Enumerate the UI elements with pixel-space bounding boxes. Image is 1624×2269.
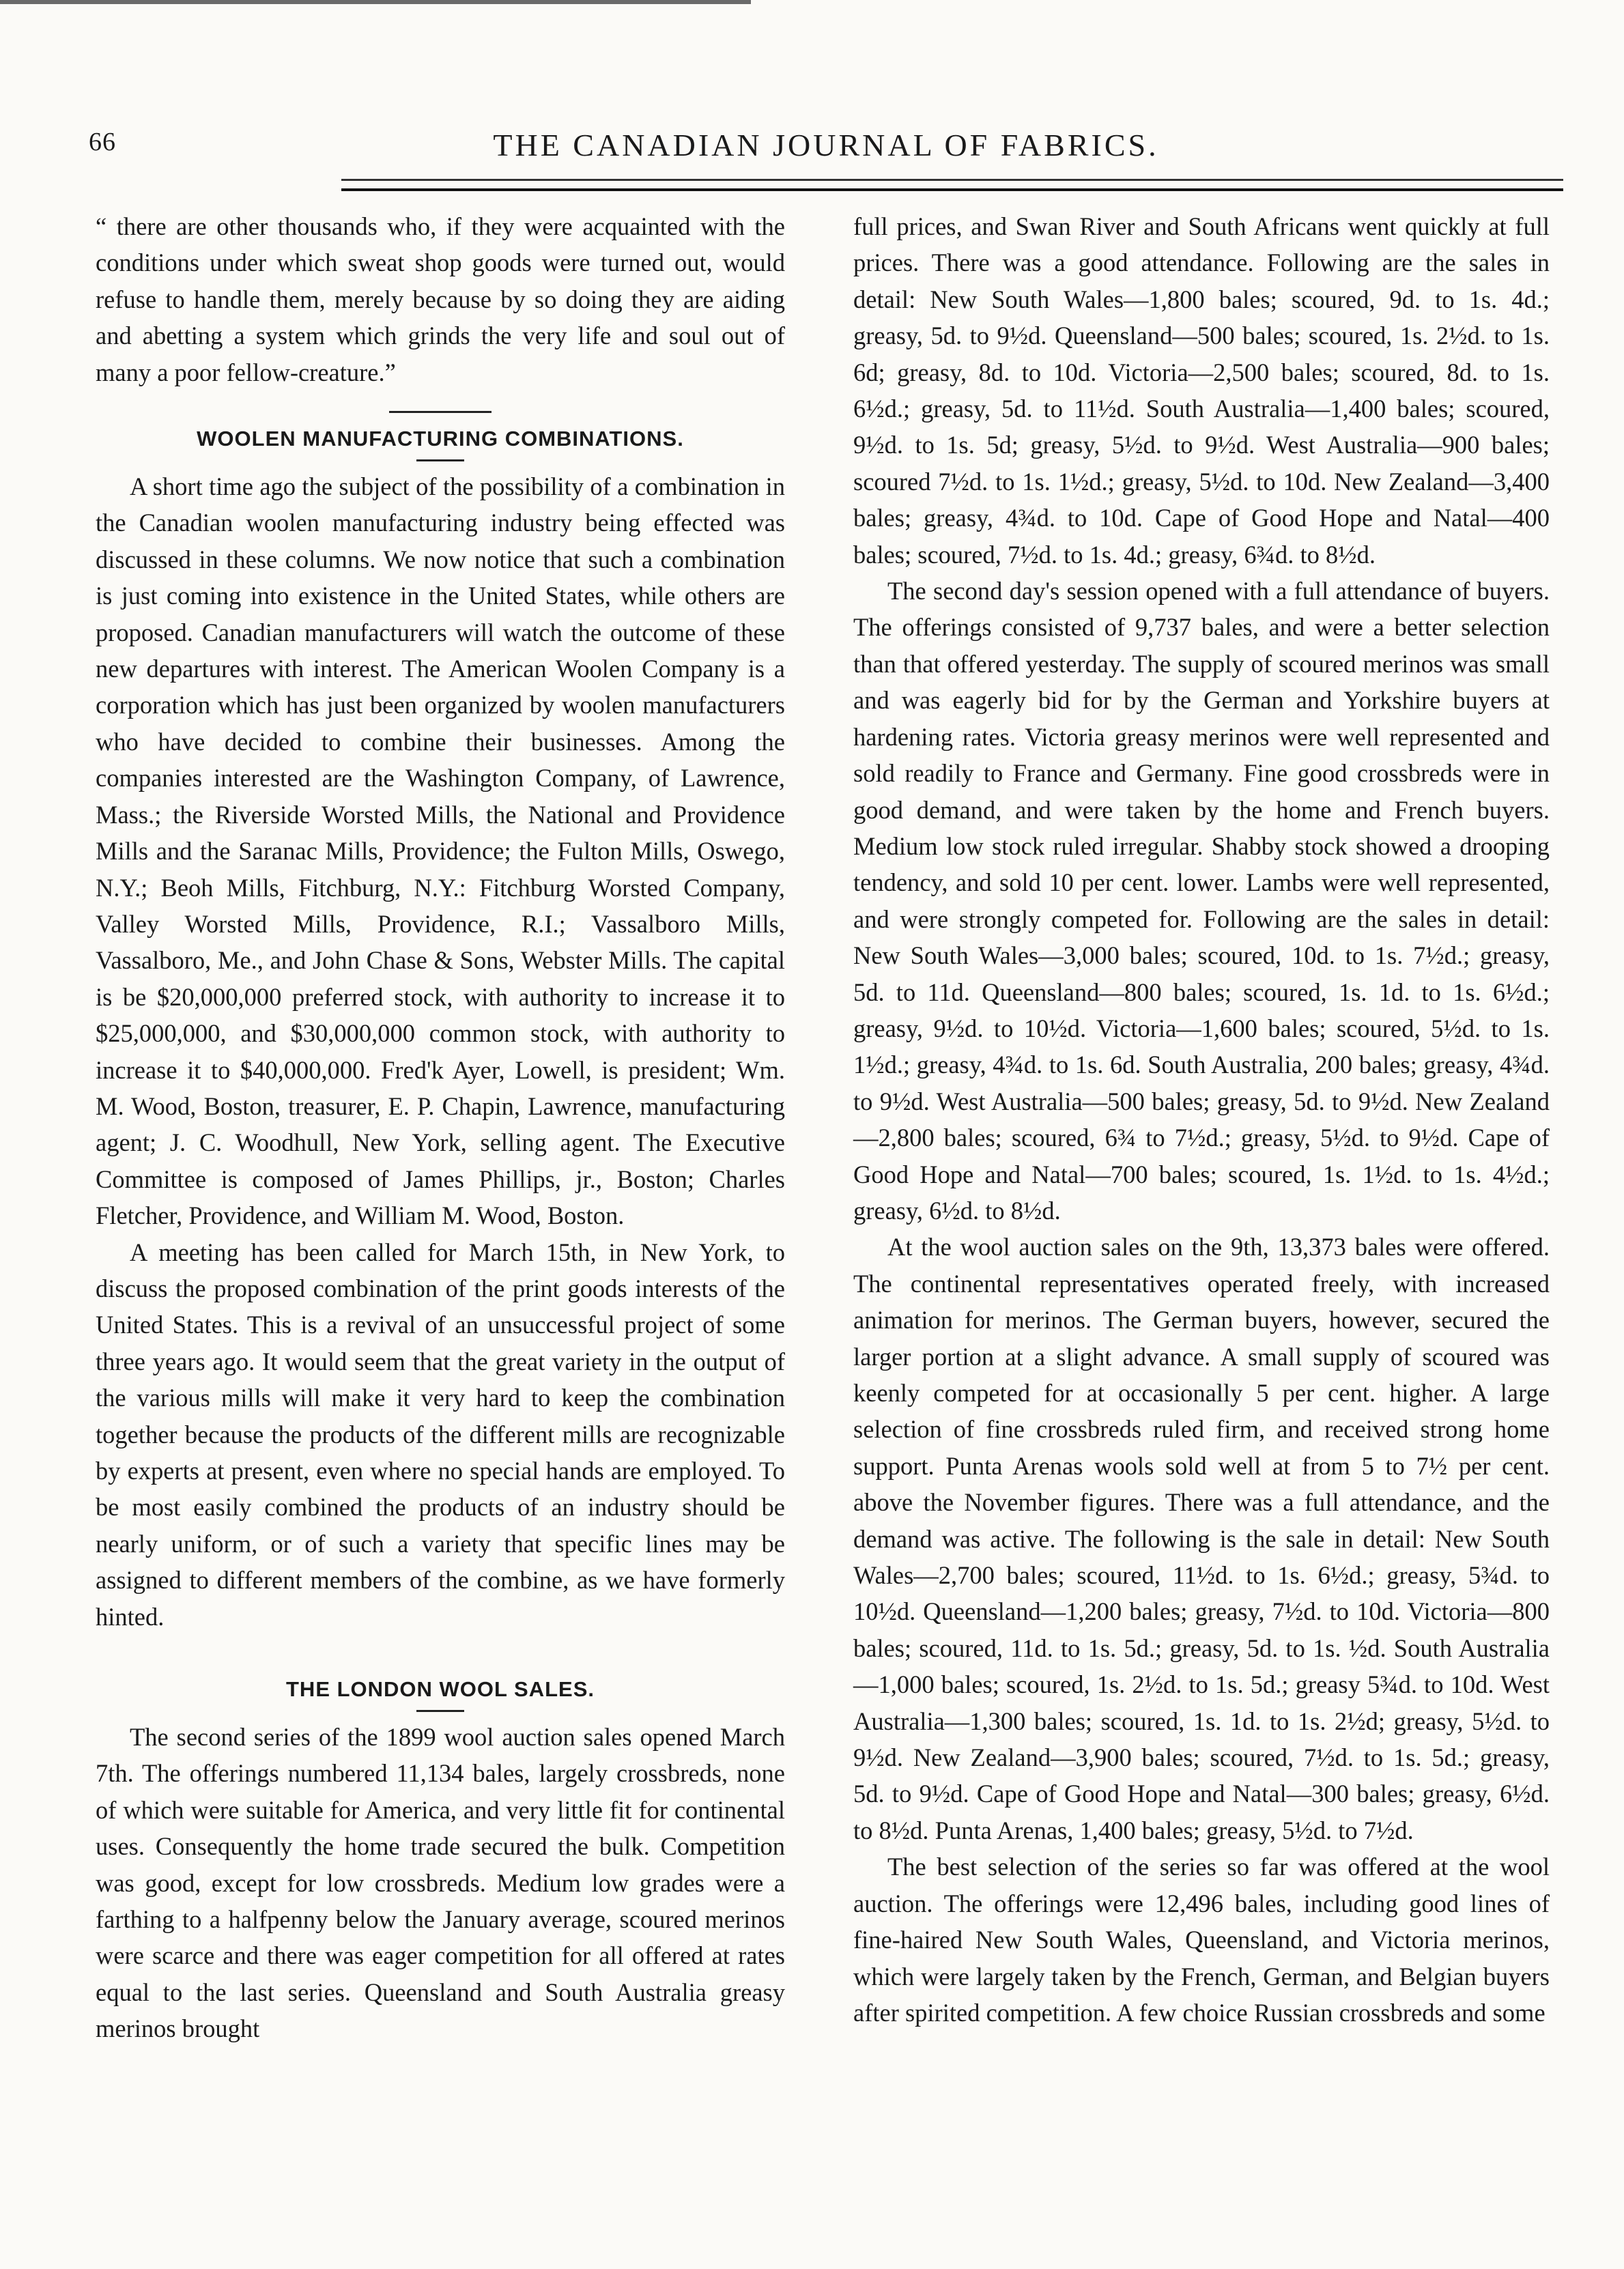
best-selection-paragraph: The best selection of the series so far was offered at the wool auction. The offerings were 12,496 bales, including good lines of fine-haired New South Wales, Queensland, and Victoria merinos, which were largely taken by the French, German, and Belgian buyers after spirited competition. A few choice Russian crossbreds and some [853,1853,1550,2027]
page-number: 66 [89,128,116,156]
london-paragraph-1: The second series of the 1899 wool auction sales opened March 7th. The offerings numbered 11,134 bales, largely crossbreds, none of which were suitable for America, and very little fit for continental uses. Consequently the home trade secured the bulk. Competition was good, except for low crossbreds. Medium low grades were a farthing to a halfpenny below the January average, scoured merinos were scarce and there was eager competition for all offered at rates equal to the last series. Queensland and South Australia greasy merinos brought [96,1723,785,2043]
scan-edge-mark [0,0,751,4]
woolen-combinations-heading: WOOLEN MANUFACTURING COMBINATIONS. [197,427,684,451]
left-column [96,208,785,2047]
second-day-paragraph: The second day's session opened with a full attendance of buyers. The offerings consisted of 9,737 bales, and were a better selection than that offered yesterday. The supply of scoured merinos was small and was eagerly bid for by the German and Yorkshire buyers at hardening rates. Victoria greasy merinos were well represented and sold readily to France and Germany. Fine good crossbreds were in good demand, and were taken by the home and French buyers. Medium low stock ruled irregular. Shabby stock showed a drooping tendency, and sold 10 per cent. lower. Lambs were well represented, and were strongly competed for. Following are the sales in detail: New South Wales—3,000 bales; scoured, 10d. to 1s. 7½d.; greasy, 5d. to 11d. Queensland—800 bales; scoured, 1s. 1d. to 1s. 6½d.; greasy, 9½d. to 10½d. Victoria—1,600 bales; scoured, 5½d. to 1s. 1½d.; greasy, 4¾d. to 1s. 6d. South Australia, 200 bales; greasy, 4¾d. to 9½d. West Australia—500 bales; greasy, 5d. to 9½d. New Zealand—2,800 bales; scoured, 6¾ to 7½d.; greasy, 5½d. to 9½d. Cape of Good Hope and Natal—700 bales; scoured, 1s. 1½d. to 1s. 4½d.; greasy, 6½d. to 8½d. [853,577,1550,1225]
right-column [853,208,1550,2031]
london-wool-sales-heading: THE LONDON WOOL SALES. [286,1677,595,1702]
page-header [89,127,1563,168]
woolen-paragraph-2: A meeting has been called for March 15th, in New York, to discuss the proposed combination of the print goods interests of the United States. This is a revival of an unsuccessful project of some three years ago. It would seem that the great variety in the output of the various mills will make it very hard to keep the combination together because the products of the different mills are recognizable by experts at present, even where no special hands are employed. To be most easily combined the products of an industry should be nearly uniform, or of such a variety that specific lines may be assigned to different members of the combine, as we have formerly hinted. [96,1238,785,1631]
header-rule-thin [341,179,1563,181]
ninth-sales-paragraph: At the wool auction sales on the 9th, 13,373 bales were offered. The continental representatives operated freely, with increased animation for merinos. The German buyers, however, secured the larger portion at a slight advance. A small supply of scoured was keenly competed for at occasionally 5 per cent. higher. A large selection of fine crossbreds ruled firm, and received strong home support. Punta Arenas wools sold well at from 5 to 7½ per cent. above the November figures. There was a full attendance, and the demand was active. The following is the sale in detail: New South Wales—2,700 bales; scoured, 11½d. to 1s. 6½d.; greasy, 5¾d. to 10½d. Queensland—1,200 bales; greasy, 7½d. to 10d. Victoria—800 bales; scoured, 11d. to 1s. 5d.; greasy, 5d. to 1s. ½d. South Australia—1,000 bales; scoured, 1s. 2½d. to 1s. 5d.; greasy 5¾d. to 10d. West Australia—1,300 bales; scoured, 1s. 1d. to 1s. 2½d; greasy, 5½d. to 9½d. New Zealand—3,900 bales; scoured, 7½d. to 1s. 5d.; greasy, 5d. to 9½d. Cape of Good Hope and Natal—300 bales; greasy, 6½d. to 8½d. Punta Arenas, 1,400 bales; greasy, 5½d. to 7½d. [853,1233,1550,1844]
sales-detail-paragraph-1: full prices, and Swan River and South Africans went quickly at full prices. There was a good attendance. Following are the sales in detail: New South Wales—1,800 bales; scoured, 9d. to 1s. 4d.; greasy, 5d. to 9½d. Queensland—500 bales; scoured, 1s. 2½d. to 1s. 6d; greasy, 8d. to 10d. Victoria—2,500 bales; scoured, 8d. to 1s. 6½d.; greasy, 5d. to 11½d. South Australia—1,400 bales; scoured, 9½d. to 1s. 5d; greasy, 5½d. to 9½d. West Australia—900 bales; scoured 7½d. to 1s. 1½d.; greasy, 5½d. to 10d. New Zealand—3,400 bales; greasy, 4¾d. to 10d. Cape of Good Hope and Natal—400 bales; scoured, 7½d. to 1s. 4d.; greasy, 6¾d. to 8½d. [853,212,1550,569]
quote-end-paragraph: “ there are other thousands who, if they were acquainted with the conditions under which sweat shop goods were turned out, would refuse to handle them, merely because by so doing they are aiding and abetting a system which grinds the very life and soul out of many a poor fellow-creature.” [96,212,785,386]
journal-title: THE CANADIAN JOURNAL OF FABRICS. [493,128,1159,162]
header-rule-thick [341,188,1563,191]
woolen-paragraph-1: A short time ago the subject of the possibility of a combination in the Canadian woolen manufacturing industry being effected was discussed in these columns. We now notice that such a combination is just coming into existence in the United States, while others are proposed. Canadian manufacturers will watch the outcome of these new departures with interest. The American Woolen Company is a corporation which has just been organized by woolen manufacturers who have decided to combine their businesses. Among the companies interested are the Washington Company, of Lawrence, Mass.; the Riverside Worsted Mills, the National and Providence Mills and the Saranac Mills, Providence; the Fulton Mills, Oswego, N.Y.; Beoh Mills, Fitchburg, N.Y.: Fitchburg Worsted Company, Valley Worsted Mills, Providence, R.I.; Vassalboro Mills, Vassalboro, Me., and John Chase & Sons, Webster Mills. The capital is be $20,000,000 preferred stock, with authority to increase it to $25,000,000, and $30,000,000 common stock, with authority to increase it to $40,000,000. Fred'k Ayer, Lowell, is president; Wm. M. Wood, Boston, treasurer, E. P. Chapin, Lawrence, manufacturing agent; J. C. Woodhull, New York, selling agent. The Executive Committee is composed of James Phillips, jr., Boston; Charles Fletcher, Providence, and William M. Wood, Boston. [96,472,785,1230]
